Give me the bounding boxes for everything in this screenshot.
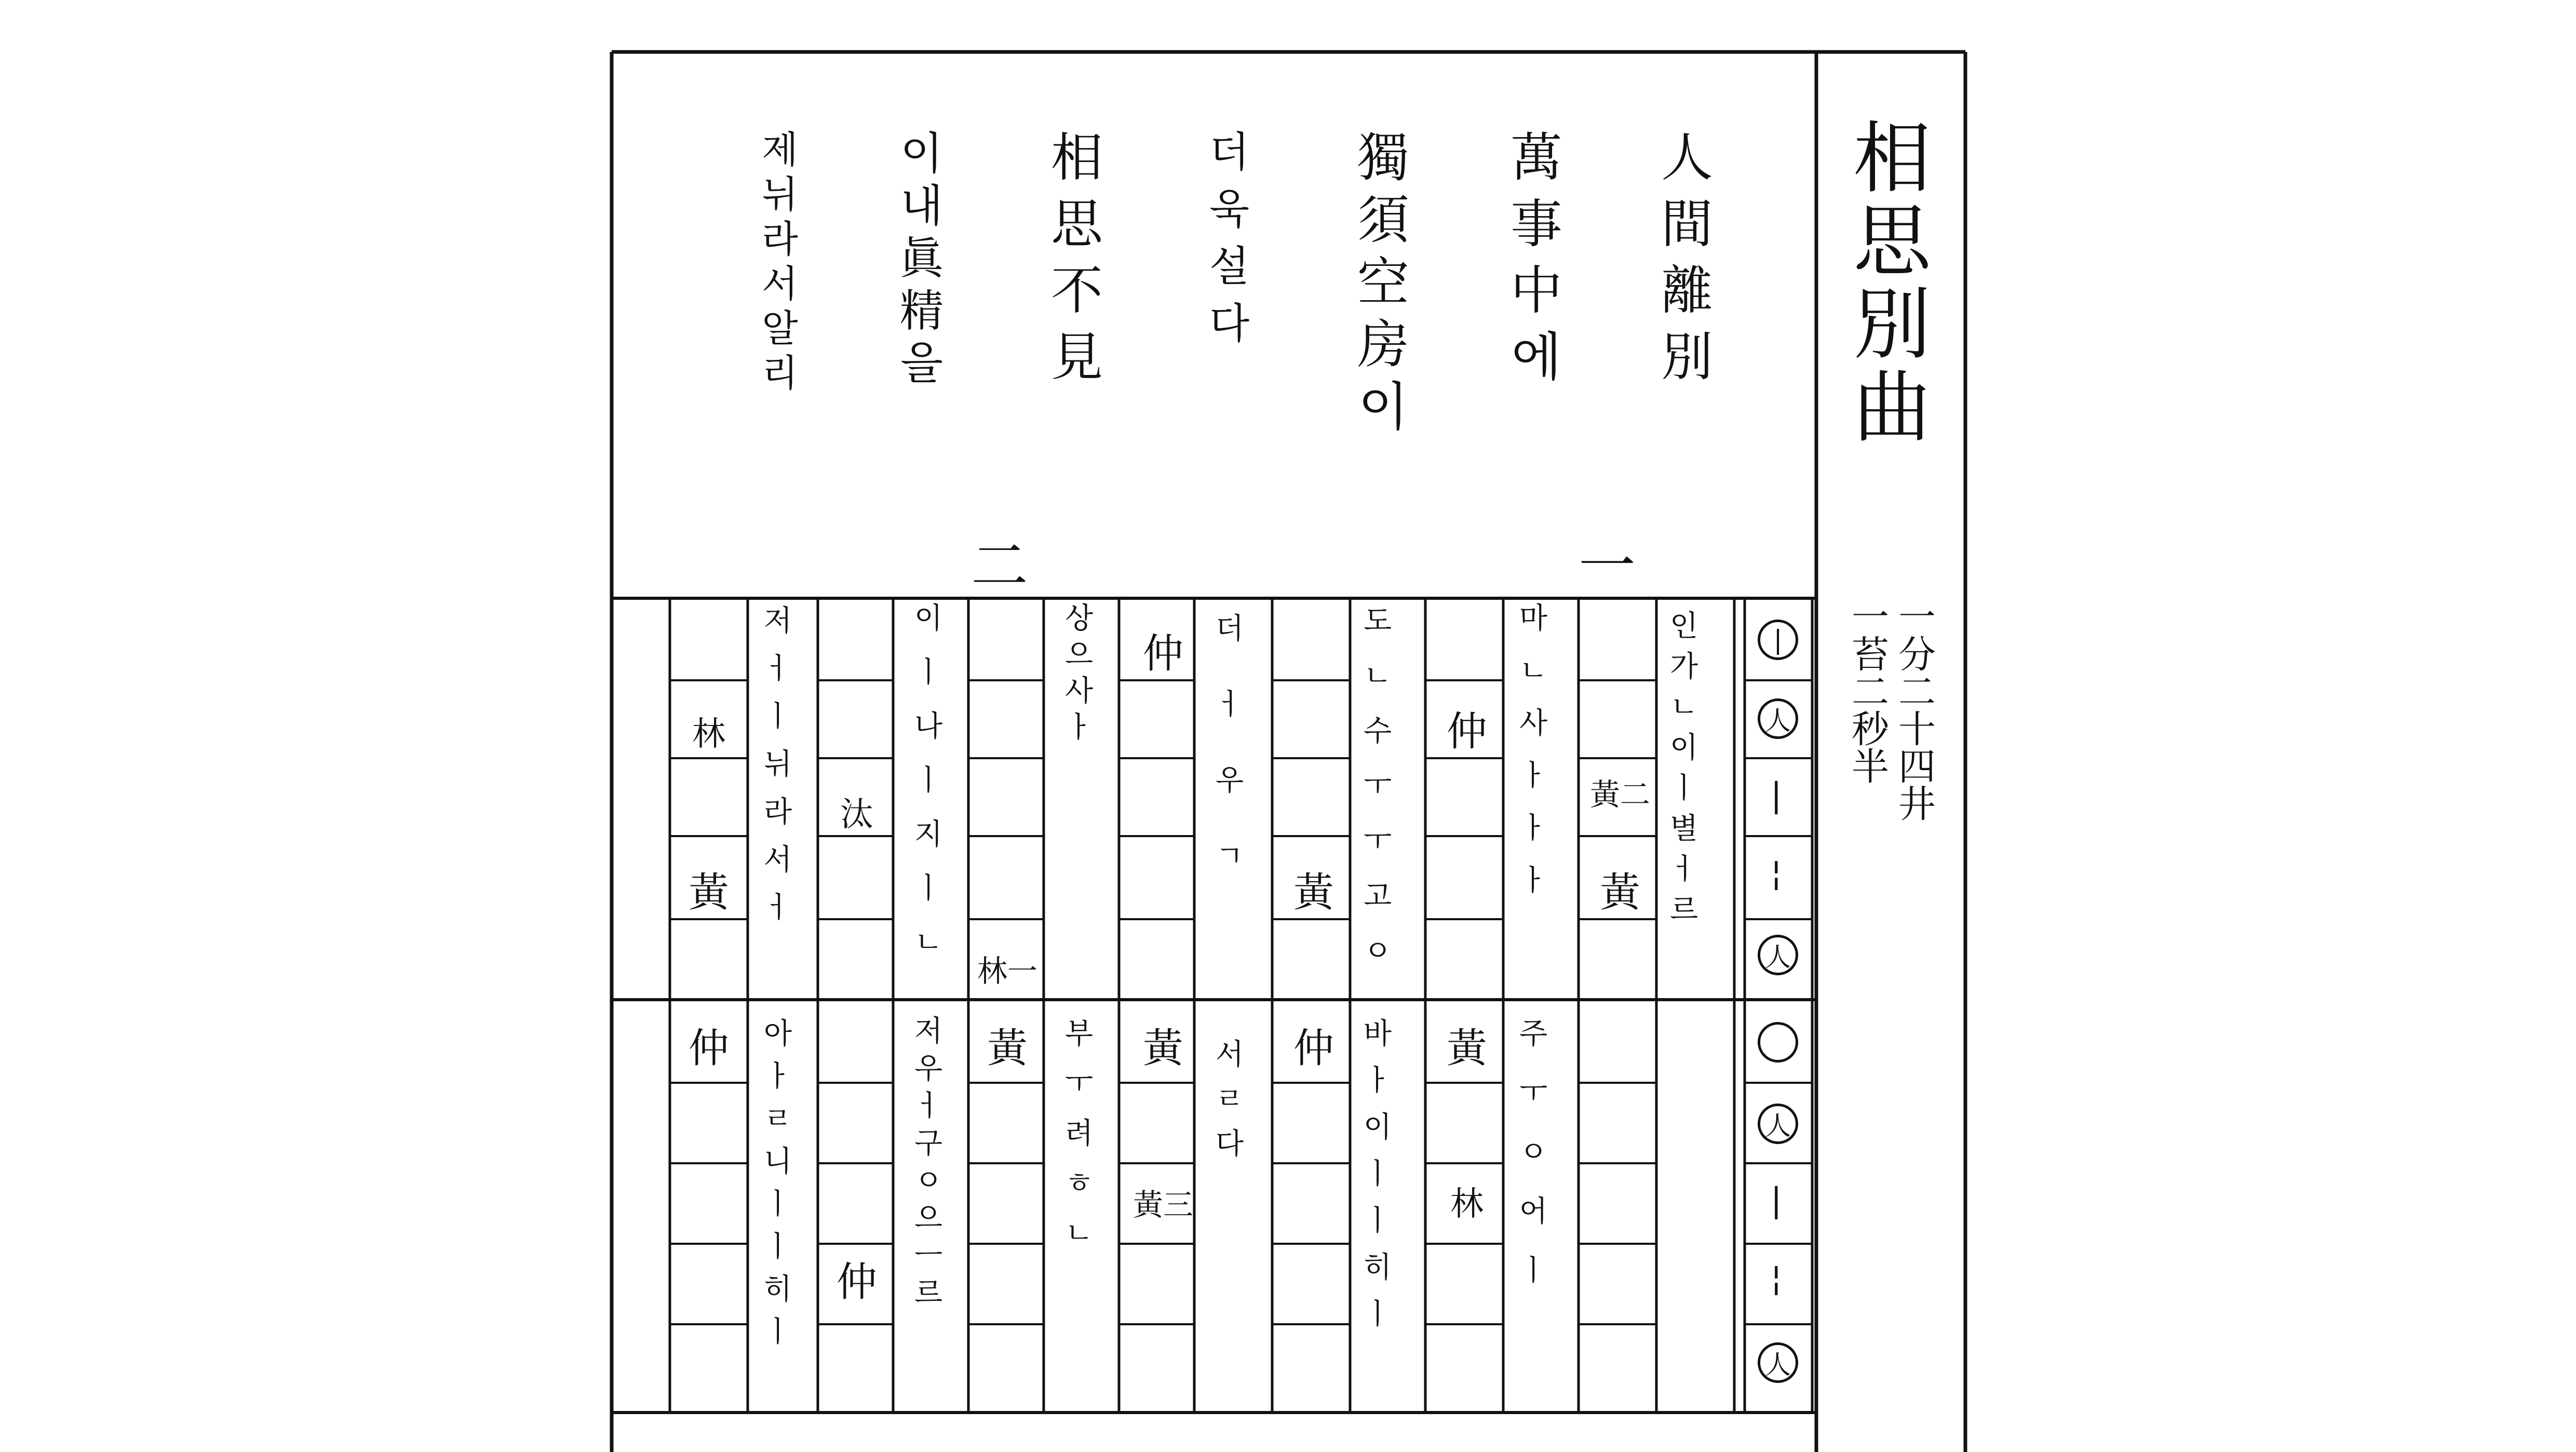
beat-mark-5 (1758, 1022, 1798, 1063)
row-label-1: 一 (1579, 533, 1636, 599)
row2-note-huang-b: 黃 (1142, 1025, 1183, 1072)
lyric-line-6: 이내眞精을 (892, 130, 943, 392)
row2-note-huang3: 黃三 (1132, 1187, 1193, 1222)
row2-syllables-c: 서ㄹ다 (1210, 1039, 1244, 1173)
row2-syllables-b: 바ㅏ이ㅣㅣ히ㅣ (1358, 1018, 1392, 1345)
beat-mark-3: ¦ (1771, 854, 1782, 893)
lyric-line-5: 相思不見 (1042, 130, 1103, 396)
lyric-line-4: 더욱설다 (1202, 130, 1250, 358)
row-label-2: 二 (971, 533, 1028, 599)
row2-note-huang-a: 黃 (1446, 1025, 1487, 1072)
row1-syllables-e: 상으사ㅏ (1060, 602, 1094, 748)
row2-note-zhong-a: 仲 (1293, 1025, 1334, 1072)
row1-note-tae: 汰 (840, 796, 873, 835)
row2-syllables-f: 아ㅏㄹ니ㅣㅣ히ㅣ (759, 1018, 792, 1359)
row1-note-zhong-a: 仲 (1446, 708, 1487, 756)
beat-mark-2: | (1771, 776, 1782, 815)
row1-syllables-c: 도ㄴ수ㅜㅜ고ㅇ (1358, 605, 1392, 990)
beat-mark-6: 人 (1758, 1104, 1798, 1144)
row2-note-lin: 林 (1450, 1185, 1483, 1224)
row2-syllables-d: 부ㅜ려ㅎㄴ (1060, 1018, 1094, 1267)
row1-note-lin2: 林一 (977, 953, 1037, 989)
beat-mark-0: | (1758, 620, 1798, 660)
row1-syllables-f: 이ㅣ나ㅣ지ㅣㄴ (909, 602, 943, 980)
row1-syllables-a: 인가ㄴ이ㅣ별ㅓ르 (1665, 610, 1698, 934)
row2-syllables-e: 저우ㅓ구ㅇ으ㅡ르 (909, 1015, 943, 1314)
row1-syllables-b: 마ㄴ사ㅏㅏㅏ (1514, 602, 1548, 917)
lyric-line-3: 獨須空房이 (1348, 130, 1409, 441)
row1-syllables-d: 더ㅓ우ㄱ (1210, 613, 1244, 916)
beat-mark-1: 人 (1758, 698, 1798, 739)
row1-note-lin: 林 (692, 715, 725, 754)
row1-note-huang-a: 黃 (1599, 869, 1640, 917)
row2-note-huang-c: 黃 (987, 1025, 1028, 1072)
lyric-line-2: 萬事中에 (1502, 130, 1562, 396)
row1-syllables-g: 저ㅓㅣ뉘라서ㅓ (759, 605, 792, 939)
lyric-line-7: 제뉘라서알리 (755, 130, 799, 398)
row1-note-huang-b: 黃 (1293, 869, 1334, 917)
beat-mark-4: 人 (1758, 935, 1798, 975)
row2-note-zhong-b: 仲 (836, 1259, 877, 1306)
song-title: 相思別曲 (1840, 117, 1930, 449)
beat-mark-9: 人 (1758, 1342, 1798, 1383)
row1-note-huang2: 黃二 (1589, 776, 1650, 812)
row1-note-zhong-b: 仲 (1142, 630, 1183, 678)
row2-note-zhong-c: 仲 (688, 1025, 729, 1072)
beat-mark-7: | (1771, 1181, 1782, 1220)
tempo-line-2: 一苔二秒半 (1845, 597, 1889, 784)
row2-syllables-a: 주ㅜㅇ어ㅣ (1514, 1018, 1548, 1314)
row1-note-huang-c: 黃 (688, 869, 729, 917)
tempo-line-1: 一分二十四井 (1892, 597, 1936, 822)
lyric-line-1: 人間離別 (1652, 130, 1713, 396)
beat-mark-8: ¦ (1771, 1259, 1782, 1298)
